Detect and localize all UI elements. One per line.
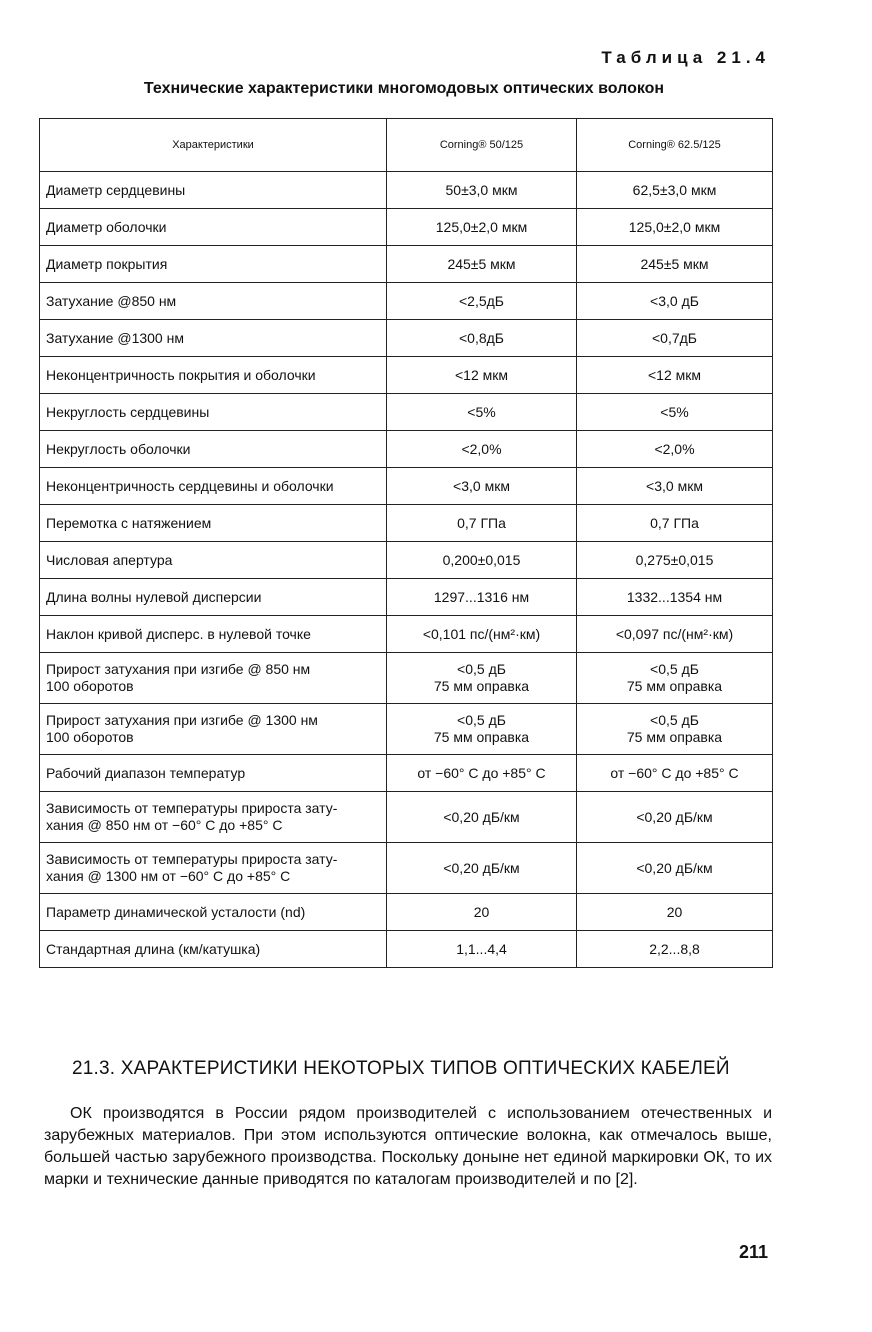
table-row [40, 505, 773, 542]
value-cell-corning-50 [387, 505, 577, 542]
value-cell-corning-62 [577, 505, 773, 542]
row-name-cell-text: Стандартная длина (км/катушка) [46, 940, 261, 957]
section-heading: 21.3. ХАРАКТЕРИСТИКИ НЕКОТОРЫХ ТИПОВ ОПТИЧЕСКИХ КАБЕЛЕЙ [72, 1058, 730, 1079]
value-cell-corning-50 [387, 894, 577, 931]
value-cell-corning-50-text: <2,5дБ [459, 292, 504, 309]
row-name-cell [40, 394, 387, 431]
value-cell-corning-50 [387, 394, 577, 431]
row-name-cell-text: 100 оборотов [46, 729, 134, 745]
row-name-cell-text: хания @ 850 нм от −60° С до +85° С [46, 817, 283, 833]
value-cell-corning-50-text: <0,20 дБ/км [443, 808, 520, 825]
table-row [40, 931, 773, 968]
row-name-cell [40, 704, 387, 755]
row-name-cell [40, 209, 387, 246]
row-name-cell-text: Наклон кривой дисперс. в нулевой точке [46, 625, 311, 642]
value-cell-corning-50-text: 75 мм оправка [433, 678, 530, 694]
row-name-cell-text: Зависимость от температуры прироста зату- [46, 800, 338, 816]
table-row [40, 653, 773, 704]
value-cell-corning-50-text: 1297...1316 нм [433, 588, 530, 605]
value-cell-corning-62-text: 0,7 ГПа [650, 514, 699, 531]
value-cell-corning-62-text: 62,5±3,0 мкм [632, 181, 717, 198]
row-name-cell [40, 505, 387, 542]
table-row [40, 283, 773, 320]
value-cell-corning-50 [387, 579, 577, 616]
row-name-cell-text: Затухание @1300 нм [46, 329, 184, 346]
value-cell-corning-62-text: 0,275±0,015 [635, 551, 714, 568]
row-name-cell [40, 320, 387, 357]
value-cell-corning-50-text: <5% [467, 403, 496, 420]
value-cell-corning-50-text: 0,7 ГПа [457, 514, 506, 531]
body-paragraph: ОК производятся в России рядом производителей с использованием отечественных и зарубежных материалов. При этом используются оптические волокна, как отмечалось выше, большей частью зарубежного производства. Поскольку доныне нет единой маркировки ОК, то их марки и технические данные приводятся по каталогам производителей и по [2]. [44, 1105, 772, 1188]
value-cell-corning-50-text: 50±3,0 мкм [445, 181, 518, 198]
value-cell-corning-62 [577, 394, 773, 431]
row-name-cell [40, 468, 387, 505]
row-name-cell [40, 246, 387, 283]
value-cell-corning-50 [387, 246, 577, 283]
value-cell-corning-62-text: <0,5 дБ [650, 712, 699, 728]
row-name-cell-text: Числовая апертура [46, 551, 173, 568]
value-cell-corning-62-text: от −60° С до +85° С [610, 764, 739, 781]
value-cell-corning-50-text: от −60° С до +85° С [417, 764, 546, 781]
row-name-cell-text: Прирост затухания при изгибе @ 850 нм [46, 661, 311, 677]
row-name-cell-text: Диаметр оболочки [46, 218, 167, 235]
value-cell-corning-62 [577, 653, 773, 704]
value-cell-corning-50 [387, 542, 577, 579]
value-cell-corning-62 [577, 931, 773, 968]
table-row [40, 209, 773, 246]
value-cell-corning-62 [577, 894, 773, 931]
row-name-cell-text: Параметр динамической усталости (nd) [46, 903, 306, 920]
row-name-cell [40, 357, 387, 394]
value-cell-corning-62-text: <0,5 дБ [650, 661, 699, 677]
row-name-cell [40, 283, 387, 320]
value-cell-corning-50-text: <0,20 дБ/км [443, 859, 520, 876]
value-cell-corning-62 [577, 283, 773, 320]
row-name-cell-text: Прирост затухания при изгибе @ 1300 нм [46, 712, 318, 728]
row-name-cell [40, 755, 387, 792]
value-cell-corning-50-text: 125,0±2,0 мкм [435, 218, 528, 235]
row-name-cell [40, 894, 387, 931]
value-cell-corning-62 [577, 792, 773, 843]
row-name-cell [40, 579, 387, 616]
value-cell-corning-62-text: 245±5 мкм [640, 255, 709, 272]
value-cell-corning-62 [577, 755, 773, 792]
row-name-cell-text: Неконцентричность сердцевины и оболочки [46, 477, 334, 494]
value-cell-corning-50 [387, 755, 577, 792]
value-cell-corning-62 [577, 246, 773, 283]
table-header-row [40, 119, 773, 172]
table-row [40, 468, 773, 505]
header-corning-62: Corning® 62.5/125 [577, 119, 773, 172]
row-name-cell-text: Неконцентричность покрытия и оболочки [46, 366, 316, 383]
row-name-cell-text: Перемотка с натяжением [46, 514, 212, 531]
value-cell-corning-50-text: <12 мкм [454, 366, 508, 383]
row-name-cell [40, 616, 387, 653]
value-cell-corning-50 [387, 843, 577, 894]
value-cell-corning-62 [577, 209, 773, 246]
value-cell-corning-62-text: <2,0% [654, 440, 695, 457]
table-row [40, 704, 773, 755]
value-cell-corning-50-text: 245±5 мкм [447, 255, 516, 272]
row-name-cell [40, 653, 387, 704]
value-cell-corning-50-text: 20 [473, 903, 490, 920]
header-characteristics: Характеристики [40, 119, 387, 172]
row-name-cell-text: Некруглость сердцевины [46, 403, 210, 420]
value-cell-corning-50-text: <0,5 дБ [457, 661, 506, 677]
value-cell-corning-50-text: 1,1...4,4 [456, 940, 507, 957]
row-name-cell [40, 843, 387, 894]
value-cell-corning-50 [387, 792, 577, 843]
table-row [40, 394, 773, 431]
value-cell-corning-50 [387, 357, 577, 394]
value-cell-corning-50 [387, 283, 577, 320]
row-name-cell-text: Рабочий диапазон температур [46, 764, 246, 781]
value-cell-corning-62-text: 75 мм оправка [626, 678, 723, 694]
value-cell-corning-50 [387, 209, 577, 246]
value-cell-corning-62 [577, 704, 773, 755]
table-row [40, 357, 773, 394]
table-row [40, 843, 773, 894]
table-row [40, 320, 773, 357]
value-cell-corning-62-text: <3,0 дБ [650, 292, 699, 309]
value-cell-corning-62-text: <3,0 мкм [646, 477, 703, 494]
value-cell-corning-62-text: <5% [660, 403, 689, 420]
value-cell-corning-50 [387, 320, 577, 357]
row-name-cell [40, 931, 387, 968]
row-name-cell-text: хания @ 1300 нм от −60° С до +85° С [46, 868, 291, 884]
table-row [40, 172, 773, 209]
value-cell-corning-62-text: <0,20 дБ/км [636, 859, 713, 876]
value-cell-corning-50 [387, 431, 577, 468]
value-cell-corning-62-text: <0,7дБ [652, 329, 697, 346]
row-name-cell-text: Некруглость оболочки [46, 440, 191, 457]
value-cell-corning-62 [577, 357, 773, 394]
table-row [40, 792, 773, 843]
value-cell-corning-50 [387, 704, 577, 755]
value-cell-corning-50 [387, 172, 577, 209]
value-cell-corning-50-text: <0,101 пс/(нм²·км) [422, 625, 541, 642]
row-name-cell [40, 542, 387, 579]
value-cell-corning-62-text: 20 [666, 903, 683, 920]
value-cell-corning-62-text: <0,097 пс/(нм²·км) [615, 625, 734, 642]
value-cell-corning-50-text: <2,0% [461, 440, 502, 457]
value-cell-corning-50-text: <0,5 дБ [457, 712, 506, 728]
value-cell-corning-62 [577, 431, 773, 468]
table-title: Технические характеристики многомодовых оптических волокон [143, 80, 665, 97]
value-cell-corning-62 [577, 579, 773, 616]
value-cell-corning-50 [387, 931, 577, 968]
header-corning-50: Corning® 50/125 [387, 119, 577, 172]
value-cell-corning-62-text: 2,2...8,8 [649, 940, 700, 957]
value-cell-corning-50-text: <0,8дБ [459, 329, 504, 346]
row-name-cell-text: Диаметр сердцевины [46, 181, 186, 198]
value-cell-corning-50-text: 75 мм оправка [433, 729, 530, 745]
value-cell-corning-62-text: 125,0±2,0 мкм [628, 218, 721, 235]
value-cell-corning-62 [577, 172, 773, 209]
value-cell-corning-62 [577, 843, 773, 894]
table-row [40, 579, 773, 616]
value-cell-corning-62 [577, 468, 773, 505]
row-name-cell-text: Диаметр покрытия [46, 255, 168, 272]
value-cell-corning-62-text: 75 мм оправка [626, 729, 723, 745]
row-name-cell-text: Длина волны нулевой дисперсии [46, 588, 262, 605]
row-name-cell-text: Затухание @850 нм [46, 292, 177, 309]
value-cell-corning-62-text: <12 мкм [647, 366, 701, 383]
value-cell-corning-50-text: <3,0 мкм [453, 477, 510, 494]
value-cell-corning-50 [387, 616, 577, 653]
table-label: Таблица 21.4 [601, 48, 770, 67]
value-cell-corning-50 [387, 653, 577, 704]
row-name-cell [40, 792, 387, 843]
row-name-cell [40, 431, 387, 468]
row-name-cell [40, 172, 387, 209]
value-cell-corning-50-text: 0,200±0,015 [442, 551, 521, 568]
value-cell-corning-50 [387, 468, 577, 505]
table-row [40, 542, 773, 579]
row-name-cell-text: 100 оборотов [46, 678, 134, 694]
table-row [40, 431, 773, 468]
table-row [40, 755, 773, 792]
table-row [40, 894, 773, 931]
value-cell-corning-62-text: <0,20 дБ/км [636, 808, 713, 825]
value-cell-corning-62 [577, 320, 773, 357]
spec-table [39, 118, 773, 968]
table-row [40, 616, 773, 653]
row-name-cell-text: Зависимость от температуры прироста зату- [46, 851, 338, 867]
table-row [40, 246, 773, 283]
value-cell-corning-62 [577, 542, 773, 579]
value-cell-corning-62 [577, 616, 773, 653]
value-cell-corning-62-text: 1332...1354 нм [626, 588, 723, 605]
page-number: 211 [738, 1242, 768, 1262]
